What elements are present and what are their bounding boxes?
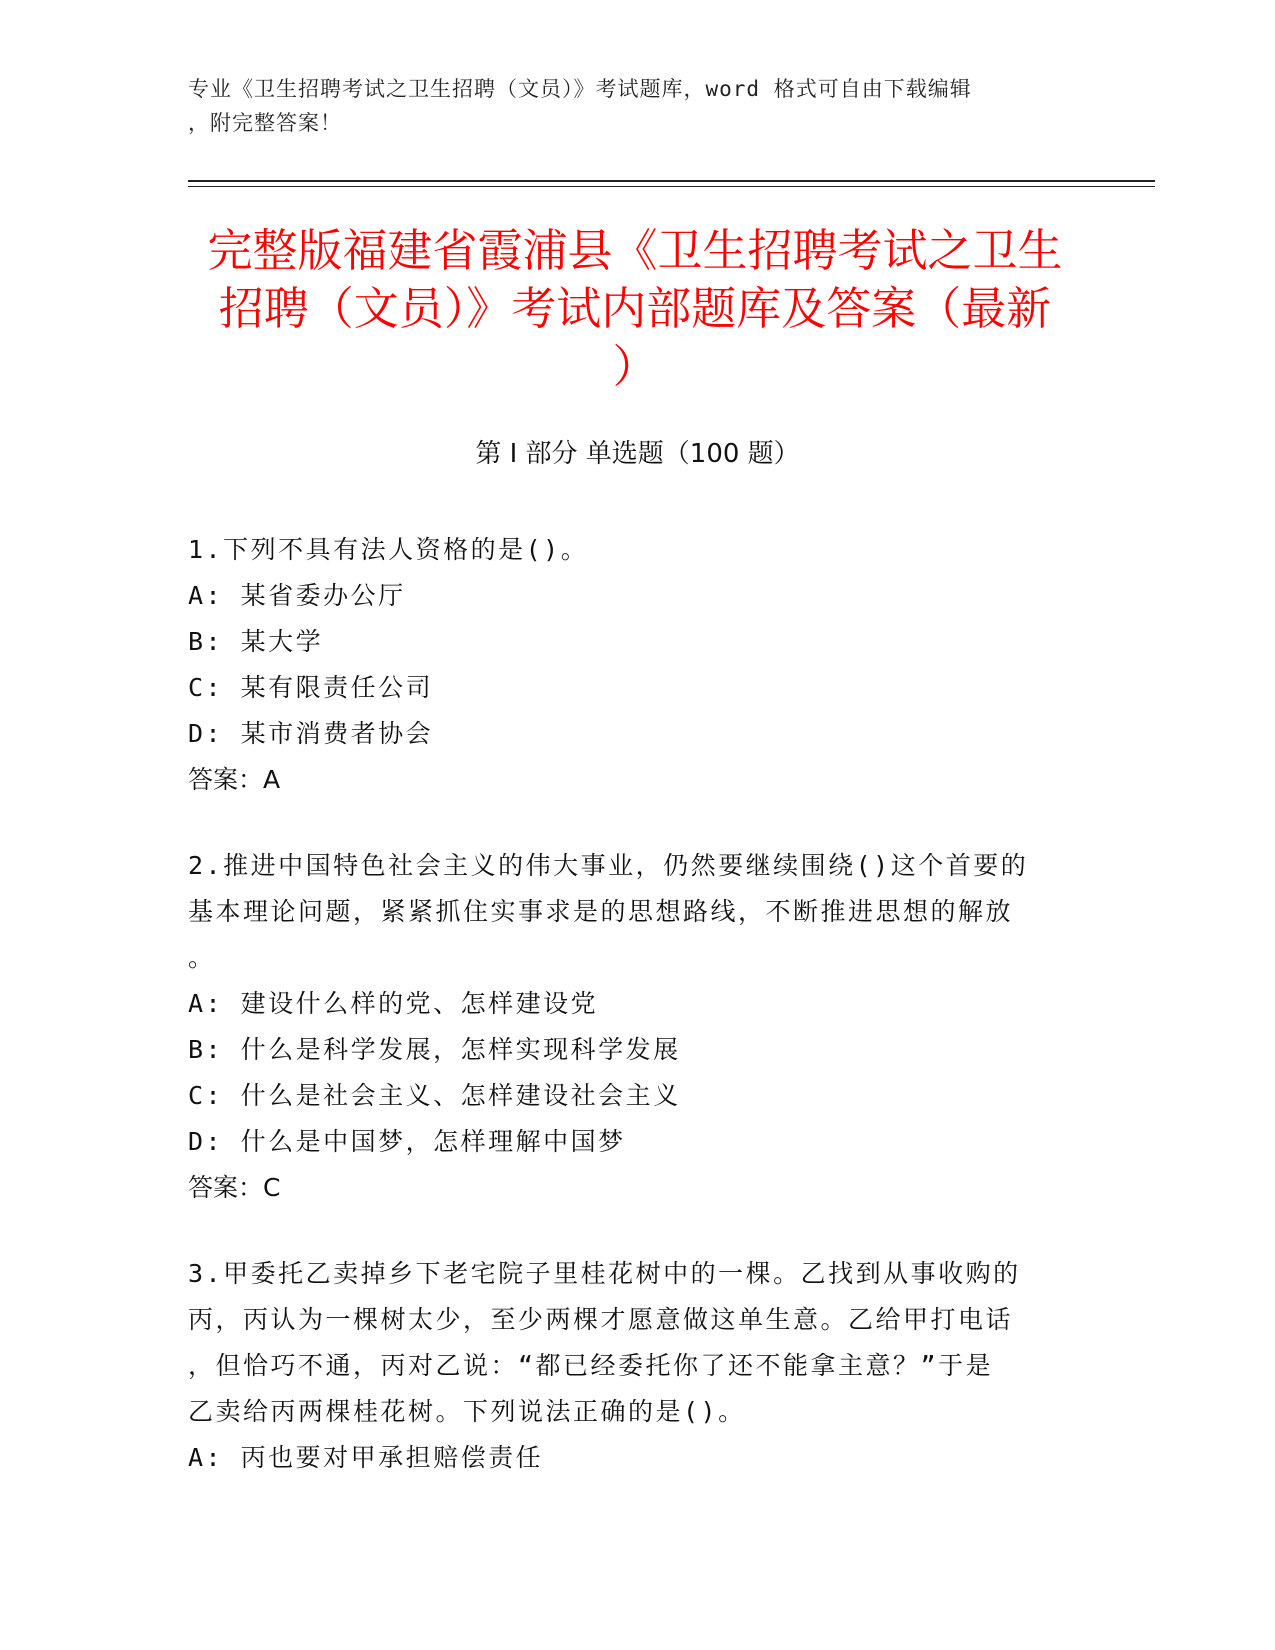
question-stem-line: 丙，丙认为一棵树太少，至少两棵才愿意做这单生意。乙给甲打电话 [188,1305,1014,1334]
option-d: D: 什么是中国梦，怎样理解中国梦 [188,1127,626,1156]
answer: 答案：A [188,765,281,794]
question-2 [188,843,1068,1211]
option-b: B: 什么是科学发展，怎样实现科学发展 [188,1035,681,1064]
question-stem-line: 3.甲委托乙卖掉乡下老宅院子里桂花树中的一棵。乙找到从事收购的 [188,1259,1021,1288]
option-a: A: 丙也要对甲承担赔偿责任 [188,1443,544,1472]
option-d: D: 某市消费者协会 [188,719,434,748]
header-note [188,72,1068,140]
header-divider-thick [188,180,1155,182]
question-list [188,527,1068,1521]
question-stem-line: 基本理论问题，紧紧抓住实事求是的思想路线，不断推进思想的解放 [188,897,1014,926]
option-a: A: 某省委办公厅 [188,581,406,610]
answer: 答案：C [188,1173,281,1202]
option-c: C: 什么是社会主义、怎样建设社会主义 [188,1081,681,1110]
document-title [190,222,1080,396]
question-stem-line: 。 [188,943,216,972]
document-title-line-3: ） [612,340,658,393]
question-3 [188,1251,1068,1481]
question-stem-line: 乙卖给丙两棵桂花树。下列说法正确的是()。 [188,1397,746,1426]
header-divider-thin [188,186,1155,187]
section-heading: 第 I 部分 单选题（100 题） [475,439,800,469]
option-b: B: 某大学 [188,627,324,656]
question-1 [188,527,1068,803]
header-note-line-1: 专业《卫生招聘考试之卫生招聘（文员）》考试题库，word 格式可自由下载编辑 [188,77,972,101]
document-title-line-1: 完整版福建省霞浦县《卫生招聘考试之卫生 [207,224,1063,277]
header-note-line-2: ，附完整答案！ [188,111,342,135]
option-a: A: 建设什么样的党、怎样建设党 [188,989,599,1018]
option-c: C: 某有限责任公司 [188,673,434,702]
question-stem-line: 2.推进中国特色社会主义的伟大事业，仍然要继续围绕()这个首要的 [188,851,1029,880]
question-stem-line: 1.下列不具有法人资格的是()。 [188,535,589,564]
question-stem-line: ，但恰巧不通，丙对乙说：“都已经委托你了还不能拿主意？”于是 [188,1351,994,1380]
document-title-line-2: 招聘（文员）》考试内部题库及答案（最新 [218,282,1052,335]
